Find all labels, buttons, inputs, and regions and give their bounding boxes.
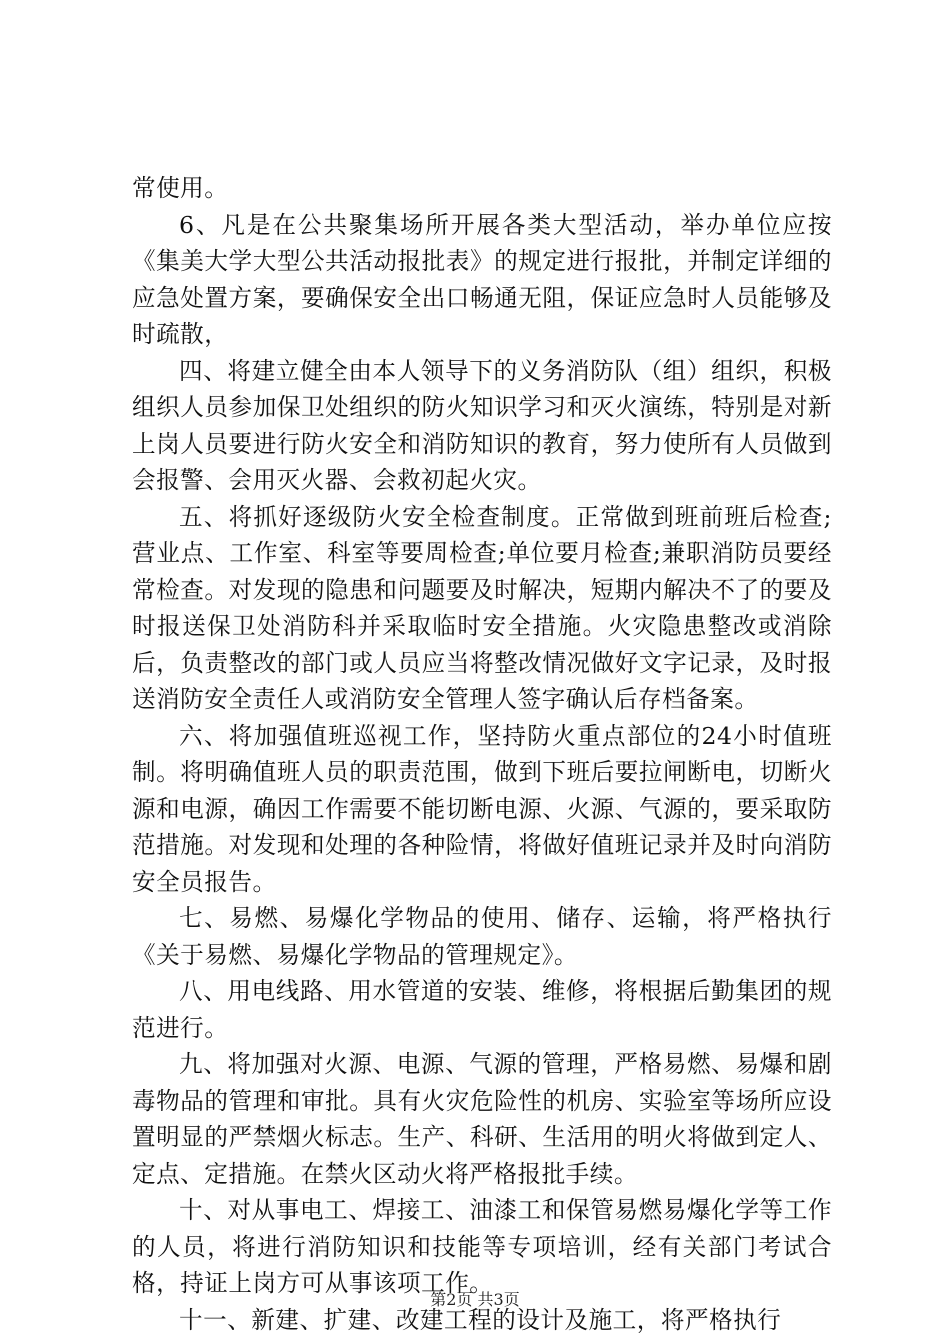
paragraph-section-4: 四、将建立健全由本人领导下的义务消防队（组）组织，积极组织人员参加保卫处组织的防火知识学习和灭火演练，特别是对新上岗人员要进行防火安全和消防知识的教育，努力使所有人员做到会报警、会用灭火器、会救初起火灾。 <box>132 356 832 494</box>
paragraph-section-11: 十一、新建、扩建、改建工程的设计及施工，将严格执行 <box>179 1305 782 1334</box>
paragraph-section-7: 七、易燃、易爆化学物品的使用、储存、运输，将严格执行《关于易燃、易爆化学物品的管理规定》。 <box>132 904 832 969</box>
paragraph-section-6: 六、将加强值班巡视工作，坚持防火重点部位的24小时值班制。将明确值班人员的职责范围，做到下班后要拉闸断电，切断火源和电源，确因工作需要不能切断电源、火源、气源的，要采取防范措施。对发现和处理的各种险情，将做好值班记录并及时向消防安全员报告。 <box>132 721 832 896</box>
page-number-footer: 第2页 共3页 <box>430 1290 520 1309</box>
paragraph-continuation: 常使用。 <box>132 174 229 202</box>
paragraph-section-8: 八、用电线路、用水管道的安装、维修，将根据后勤集团的规范进行。 <box>132 977 832 1042</box>
paragraph-section-10: 十、对从事电工、焊接工、油漆工和保管易燃易爆化学等工作的人员，将进行消防知识和技能等专项培训，经有关部门考试合格，持证上岗方可从事该项工作。 <box>132 1196 832 1297</box>
document-body <box>132 170 832 1338</box>
paragraph-section-5: 五、将抓好逐级防火安全检查制度。正常做到班前班后检查;营业点、工作室、科室等要周检查;单位要月检查;兼职消防员要经常检查。对发现的隐患和问题要及时解决，短期内解决不了的要及时报送保卫处消防科并采取临时安全措施。火灾隐患整改或消除后，负责整改的部门或人员应当将整改情况做好文字记录，及时报送消防安全责任人或消防安全管理人签字确认后存档备案。 <box>132 502 832 713</box>
paragraph-item-6: 6、凡是在公共聚集场所开展各类大型活动，举办单位应按《集美大学大型公共活动报批表》的规定进行报批，并制定详细的应急处置方案，要确保安全出口畅通无阻，保证应急时人员能够及时疏散， <box>132 210 832 348</box>
paragraph-section-9: 九、将加强对火源、电源、气源的管理，严格易燃、易爆和剧毒物品的管理和审批。具有火灾危险性的机房、实验室等场所应设置明显的严禁烟火标志。生产、科研、生活用的明火将做到定人、定点、定措施。在禁火区动火将严格报批手续。 <box>132 1050 832 1188</box>
